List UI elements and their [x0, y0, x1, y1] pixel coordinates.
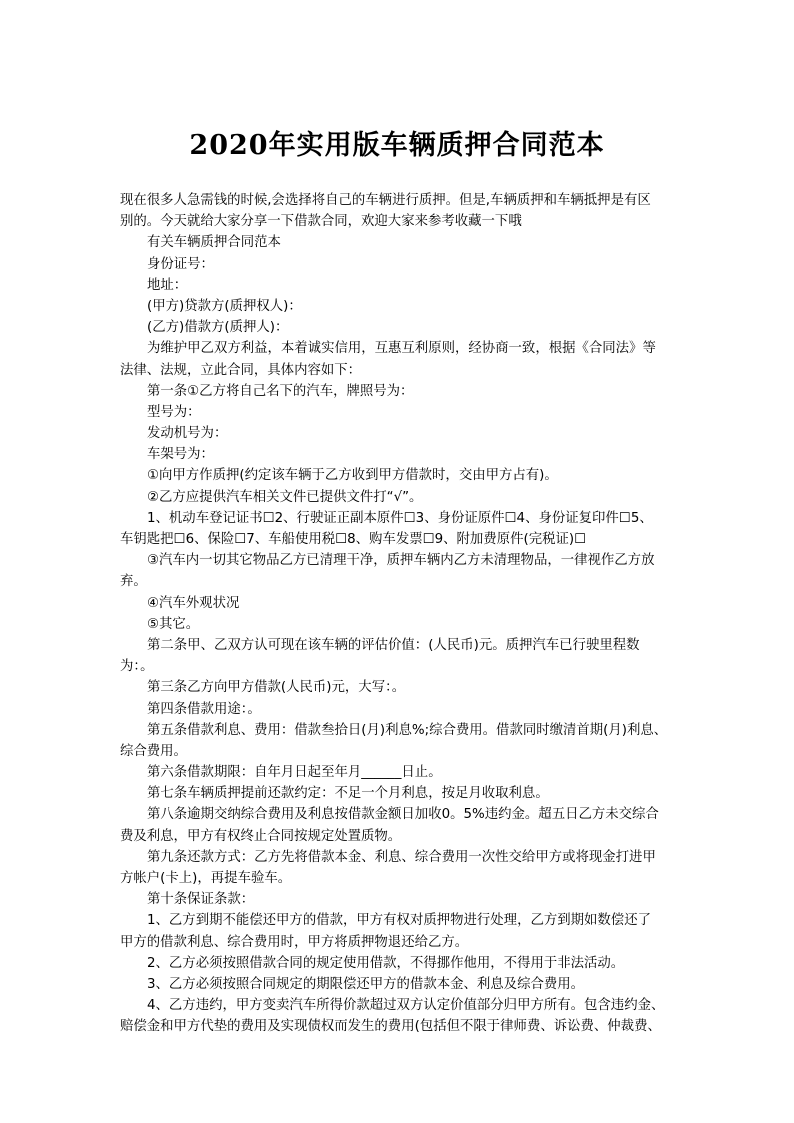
clause-line: 3、乙方必须按照合同规定的期限偿还甲方的借款本金、利息及综合费用。 — [147, 976, 585, 992]
field-id-number: 身份证号： — [147, 256, 214, 272]
clause-line: 第一条①乙方将自己名下的汽车，牌照号为： — [147, 383, 414, 399]
clause-line: 1、乙方到期不能偿还甲方的借款，甲方有权对质押物进行处理，乙方到期如数偿还了 — [147, 913, 651, 929]
clause-line: 第三条乙方向甲方借款(人民币)元，大写：。 — [147, 680, 406, 696]
clause-line: 第六条借款期限：自年月日起至年月______日止。 — [147, 765, 442, 781]
paragraph-line: 现在很多人急需钱的时候,会选择将自己的车辆进行质押。但是,车辆质押和车辆抵押是有区 — [120, 193, 651, 208]
field-model: 型号为： — [147, 404, 201, 420]
clause-line: 4、乙方违约，甲方变卖汽车所得价款超过双方认定价值部分归甲方所有。包含违约金、 — [147, 998, 665, 1014]
clause-line: 方帐户(卡上)，再提车验车。 — [120, 871, 292, 886]
clause-line: ④汽车外观状况 — [147, 595, 240, 611]
clause-line: 第五条借款利息、费用：借款叁拾日(月)利息%;综合费用。借款同时缴清首期(月)利息、 — [147, 722, 668, 738]
clause-line: 第四条借款用途：。 — [147, 701, 261, 717]
clause-line: 为：。 — [120, 659, 154, 675]
clause-line: 第十条保证条款： — [147, 892, 255, 908]
clause-line: 第二条甲、乙双方认可现在该车辆的评估价值：(人民币)元。质押汽车已行驶里程数 — [147, 637, 640, 653]
paragraph-line: 为维护甲乙双方利益，本着诚实信用，互惠互利原则，经协商一致，根据《合同法》等 — [147, 341, 656, 357]
clause-line: 赔偿金和甲方代垫的费用及实现债权而发生的费用(包括但不限于律师费、诉讼费、仲裁费、 — [120, 1019, 661, 1035]
paragraph-line: 别的。今天就给大家分享一下借款合同，欢迎大家来参考收藏一下哦 — [120, 214, 522, 230]
field-frame-number: 车架号为： — [147, 447, 214, 463]
field-address: 地址： — [147, 277, 188, 293]
section-heading: 有关车辆质押合同范本 — [147, 235, 281, 251]
clause-line: ①向甲方作质押(约定该车辆于乙方收到甲方借款时，交由甲方占有)。 — [147, 468, 558, 484]
clause-line: ②乙方应提供汽车相关文件已提供文件打“√”。 — [147, 489, 423, 505]
clause-line: 第七条车辆质押提前还款约定：不足一个月利息，按足月收取利息。 — [147, 786, 549, 802]
clause-line: 费及利息，甲方有权终止合同按规定处置质物。 — [120, 828, 402, 844]
clause-line: ⑤其它。 — [147, 616, 200, 632]
clause-line: 综合费用。 — [120, 743, 187, 759]
clause-line: 弃。 — [120, 574, 147, 590]
clause-line: 第八条逾期交纳综合费用及利息按借款金额日加收0。5%违约金。超五日乙方未交综合 — [147, 807, 659, 823]
clause-line: 第九条还款方式：乙方先将借款本金、利息、综合费用一次性交给甲方或将现金打进甲 — [147, 849, 656, 865]
document-checklist-line: 车钥匙把☐6、保险☐7、车船使用税☐8、购车发票☐9、附加费原件(完税证)☐ — [120, 532, 587, 547]
party-a-field: (甲方)贷款方(质押权人)： — [147, 298, 302, 314]
paragraph-line: 法律、法规，立此合同，具体内容如下： — [120, 362, 362, 378]
clause-line: 2、乙方必须按照借款合同的规定使用借款，不得挪作他用，不得用于非法活动。 — [147, 955, 625, 971]
clause-line: 甲方的借款利息、综合费用时，甲方将质押物退还给乙方。 — [120, 934, 469, 950]
document-body — [120, 190, 685, 1038]
clause-line: ③汽车内一切其它物品乙方已清理干净，质押车辆内乙方未清理物品，一律视作乙方放 — [147, 553, 655, 569]
party-b-field: (乙方)借款方(质押人)： — [147, 320, 289, 336]
document-title: 2020年实用版车辆质押合同范本 — [189, 130, 605, 161]
document-checklist-line: 1、机动车登记证书☐2、行驶证正副本原件☐3、身份证原件☐4、身份证复印件☐5、 — [147, 510, 653, 526]
field-engine-number: 发动机号为： — [147, 426, 228, 442]
